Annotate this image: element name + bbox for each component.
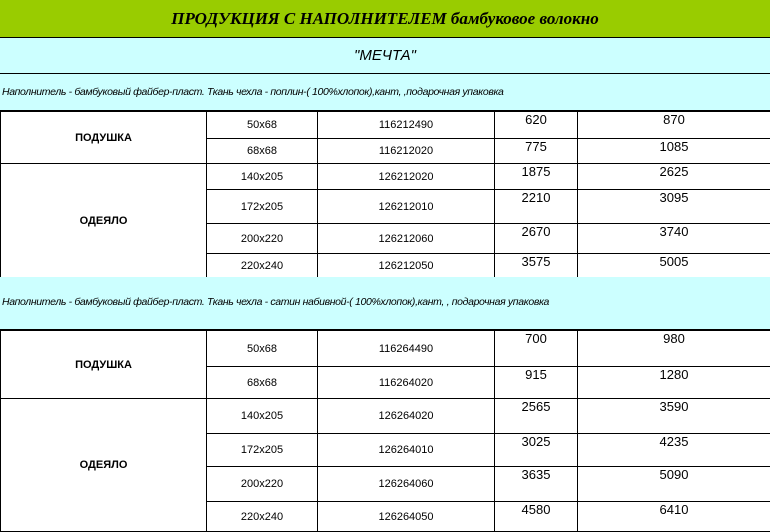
price-cell: 5090 xyxy=(578,467,770,502)
article-cell: 126212060 xyxy=(318,224,495,254)
price-cell: 2670 xyxy=(495,224,578,254)
price-cell: 3635 xyxy=(495,467,578,502)
article-cell: 126264060 xyxy=(318,467,495,502)
table-row xyxy=(1,164,770,190)
category-label: ОДЕЯЛО xyxy=(1,164,207,278)
article-cell: 116212020 xyxy=(318,139,495,164)
price-cell: 3740 xyxy=(578,224,770,254)
price-cell: 3025 xyxy=(495,434,578,467)
size-cell: 220x240 xyxy=(207,254,318,278)
article-cell: 126264010 xyxy=(318,434,495,467)
section-1-table xyxy=(0,111,770,278)
price-cell: 3095 xyxy=(578,190,770,224)
section-2-table xyxy=(0,330,770,532)
series-name: "МЕЧТА" xyxy=(0,38,770,74)
size-cell: 220x240 xyxy=(207,502,318,532)
category-label: ОДЕЯЛО xyxy=(1,399,207,532)
price-cell: 5005 xyxy=(578,254,770,278)
price-cell: 3590 xyxy=(578,399,770,434)
size-cell: 68x68 xyxy=(207,139,318,164)
size-cell: 50x68 xyxy=(207,112,318,139)
price-cell: 1875 xyxy=(495,164,578,190)
table-row xyxy=(1,112,770,139)
price-cell: 3575 xyxy=(495,254,578,278)
section-1-description: Наполнитель - бамбуковый файбер-пласт. Ткань чехла - поплин-( 100%хлопок),кант, ,подарочная упаковка xyxy=(0,74,770,111)
article-cell: 116264020 xyxy=(318,367,495,399)
size-cell: 50x68 xyxy=(207,331,318,367)
table-row xyxy=(1,331,770,367)
price-cell: 915 xyxy=(495,367,578,399)
article-cell: 126212050 xyxy=(318,254,495,278)
price-cell: 870 xyxy=(578,112,770,139)
price-cell: 775 xyxy=(495,139,578,164)
article-cell: 126264020 xyxy=(318,399,495,434)
page-title: ПРОДУКЦИЯ С НАПОЛНИТЕЛЕМ бамбуковое волокно xyxy=(0,0,770,38)
price-cell: 2625 xyxy=(578,164,770,190)
price-cell: 980 xyxy=(578,331,770,367)
size-cell: 68x68 xyxy=(207,367,318,399)
price-cell: 2565 xyxy=(495,399,578,434)
size-cell: 172x205 xyxy=(207,434,318,467)
size-cell: 172x205 xyxy=(207,190,318,224)
article-cell: 116264490 xyxy=(318,331,495,367)
section-2-description: Наполнитель - бамбуковый файбер-пласт. Ткань чехла - сатин набивной-( 100%хлопок),кант, , подарочная упаковка xyxy=(0,277,770,330)
price-cell: 2210 xyxy=(495,190,578,224)
category-label: ПОДУШКА xyxy=(1,112,207,164)
size-cell: 140x205 xyxy=(207,164,318,190)
price-cell: 1085 xyxy=(578,139,770,164)
price-cell: 6410 xyxy=(578,502,770,532)
article-cell: 116212490 xyxy=(318,112,495,139)
article-cell: 126264050 xyxy=(318,502,495,532)
size-cell: 200x220 xyxy=(207,467,318,502)
price-cell: 1280 xyxy=(578,367,770,399)
article-cell: 126212010 xyxy=(318,190,495,224)
article-cell: 126212020 xyxy=(318,164,495,190)
price-cell: 700 xyxy=(495,331,578,367)
size-cell: 200x220 xyxy=(207,224,318,254)
table-row xyxy=(1,399,770,434)
price-cell: 4580 xyxy=(495,502,578,532)
category-label: ПОДУШКА xyxy=(1,331,207,399)
price-cell: 4235 xyxy=(578,434,770,467)
price-cell: 620 xyxy=(495,112,578,139)
size-cell: 140x205 xyxy=(207,399,318,434)
